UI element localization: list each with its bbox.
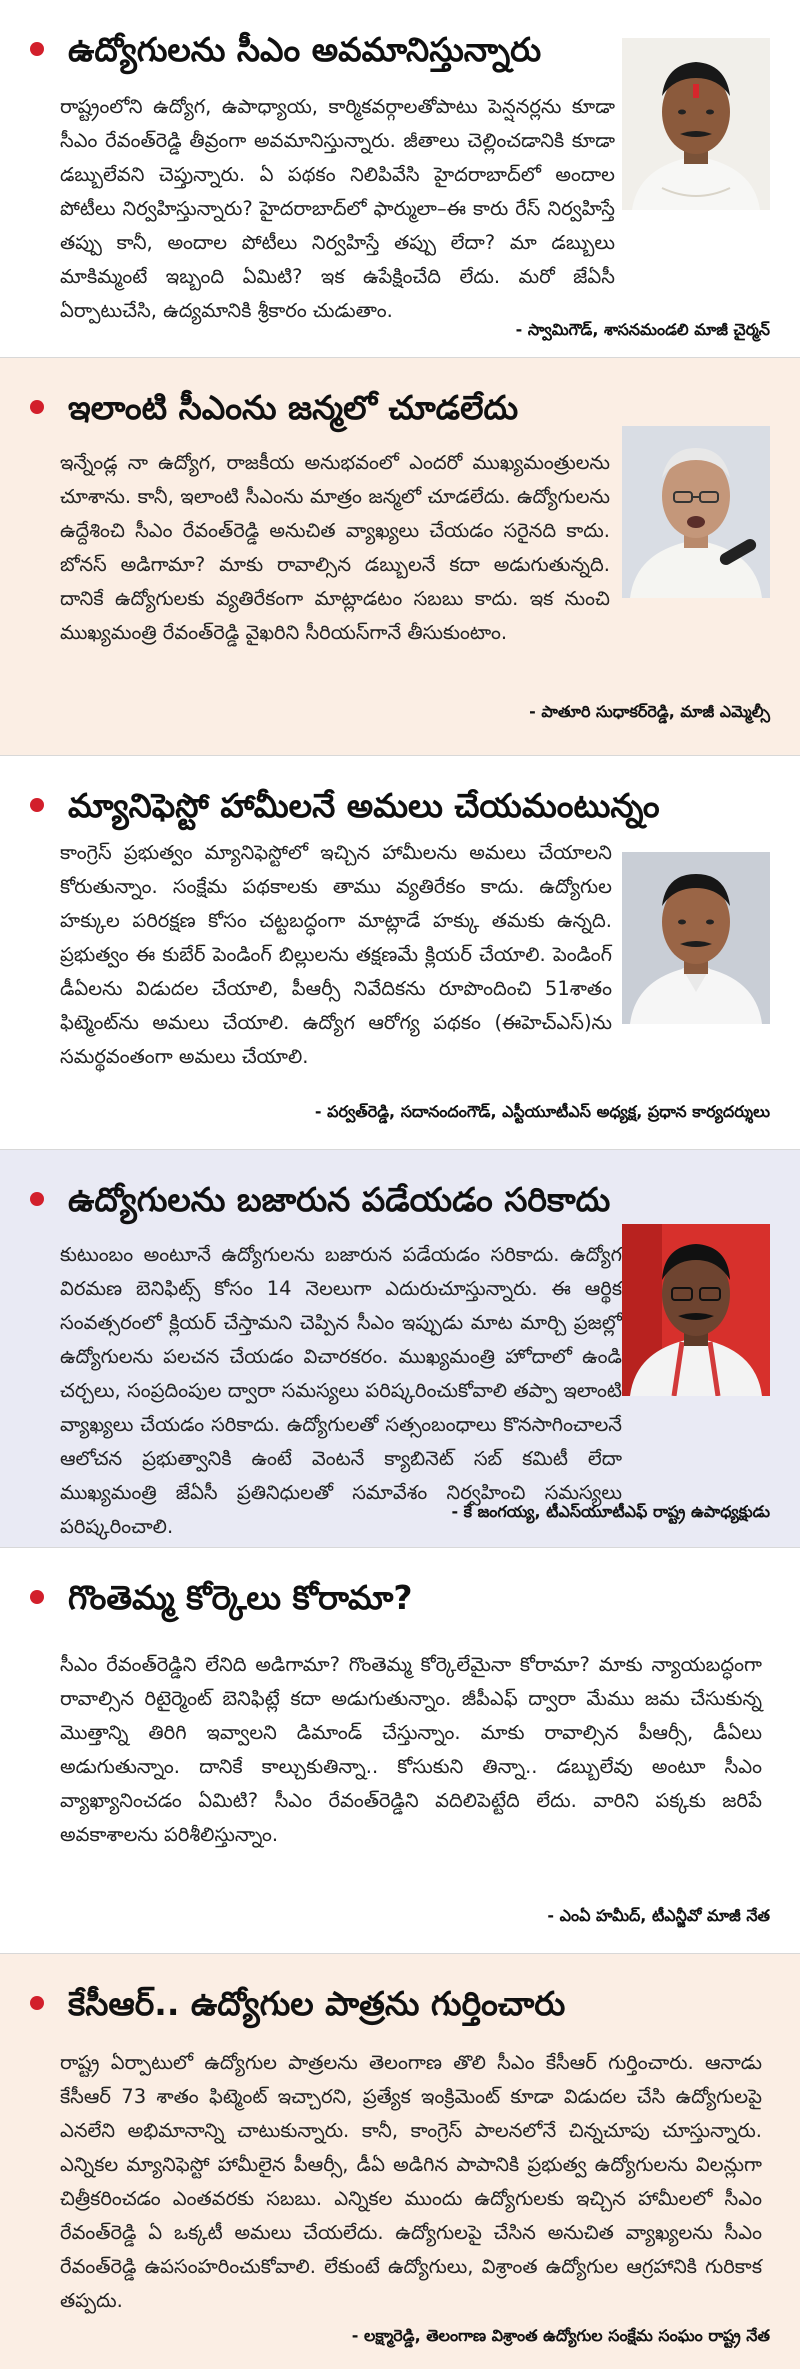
bullet-icon — [30, 1590, 44, 1604]
bullet-icon — [30, 1192, 44, 1206]
article-section-2 — [0, 358, 800, 756]
bullet-icon — [30, 798, 44, 812]
section-title: ఉద్యోగులను సీఎం అవమానిస్తున్నారు — [68, 30, 542, 69]
article-section-5 — [0, 1548, 800, 1954]
section-signature: - పాతూరి సుధాకర్‌రెడ్డి, మాజీ ఎమ్మెల్సీ — [529, 702, 770, 721]
article-section-3 — [0, 756, 800, 1150]
section-heading — [30, 786, 660, 826]
bullet-icon — [30, 400, 44, 414]
person-photo — [622, 852, 770, 1024]
person-photo — [622, 1224, 770, 1396]
section-title: కేసీఆర్.. ఉద్యోగుల పాత్రను గుర్తించారు — [68, 1984, 566, 2023]
section-body: కాంగ్రెస్ ప్రభుత్వం మ్యానిఫెస్టోలో ఇచ్చిన హామీలను అమలు చేయాలని కోరుతున్నాం. సంక్షేమ పథకాలకు తాము వ్యతిరేకం కాదు. ఉద్యోగుల హక్కుల పరిరక్షణ కోసం చట్టబద్ధంగా మాట్లాడే హక్కు తమకు ఉన్నది. ప్రభుత్వం ఈ కుబేర్ పెండింగ్ బిల్లులను తక్షణమే క్లియర్ చేయాలి. పెండింగ్ డీఏలను విడుదల చేయాలి, పీఆర్సీ నివేదికను రూపొందించి 51శాతం ఫిట్మెంట్‌ను అమలు చేయాలి. ఉద్యోగ ఆరోగ్య పథకం (ఈహెచ్‌ఎస్)ను సమర్థవంతంగా అమలు చేయాలి. — [60, 841, 612, 1068]
section-body: రాష్ట్ర ఏర్పాటులో ఉద్యోగుల పాత్రలను తెలంగాణ తొలి సీఎం కేసీఆర్ గుర్తించారు. ఆనాడు కేసీఆర్ 73 శాతం ఫిట్మెంట్ ఇచ్చారని, ప్రత్యేక ఇంక్రిమెంట్ కూడా విడుదల చేసి ఉద్యోగులపై ఎనలేని అభిమానాన్ని చాటుకున్నారు. కానీ, కాంగ్రెస్ పాలనలోనే చిన్నచూపు చూస్తున్నారు. ఎన్నికల మ్యానిఫెస్టో హామీలైన పీఆర్సీ, డీఏ అడిగిన పాపానికి ప్రభుత్వ ఉద్యోగులను విలన్లుగా చిత్రీకరించడం ఎంతవరకు సబబు. ఎన్నికల ముందు ఉద్యోగులకు ఇచ్చిన హామీలలో సీఎం రేవంత్‌రెడ్డి ఏ ఒక్కటీ అమలు చేయలేదు. ఉద్యోగులపై చేసిన అనుచిత వ్యాఖ్యలను సీఎం రేవంత్‌రెడ్డి ఉపసంహరించుకోవాలి. లేకుంటే ఉద్యోగులు, విశ్రాంత ఉద్యోగుల ఆగ్రహానికి గురికాక తప్పదు. — [60, 2051, 762, 2312]
section-body: సీఎం రేవంత్‌రెడ్డిని లేనిది అడిగామా? గొంతెమ్మ కోర్కెలేమైనా కోరామా? మాకు న్యాయబద్ధంగా రావాల్సిన రిటైర్మెంట్ బెనిఫిట్లే కదా అడుగుతున్నాం. జీపీఎఫ్ ద్వారా మేము జమ చేసుకున్న మొత్తాన్ని తిరిగి ఇవ్వాలని డిమాండ్ చేస్తున్నాం. మాకు రావాల్సిన పీఆర్సీ, డీఏలు అడుగుతున్నాం. దానికే కాల్చుకుతిన్నా.. కోసుకుని తిన్నా.. డబ్బులేవు అంటూ సీఎం వ్యాఖ్యానించడం ఏమిటి? సీఎం రేవంత్‌రెడ్డిని వదిలిపెట్టేది లేదు. వారిని పక్కకు జరిపే అవకాశాలను పరిశీలిస్తున్నాం. — [60, 1653, 762, 1846]
section-signature: - పర్వత్‌రెడ్డి, సదానందంగౌడ్, ఎస్టీయూటీఎస్ అధ్యక్ష, ప్రధాన కార్యదర్శులు — [314, 1102, 770, 1121]
section-title: ఇలాంటి సీఎంను జన్మలో చూడలేదు — [68, 388, 519, 427]
section-signature: - స్వామిగౌడ్, శాసనమండలి మాజీ చైర్మన్ — [515, 320, 770, 339]
article-section-1 — [0, 0, 800, 358]
article-section-6 — [0, 1954, 800, 2369]
person-photo — [622, 426, 770, 598]
section-heading — [30, 1578, 413, 1618]
section-signature: - ఎంఏ హమీద్, టీఎన్జీవో మాజీ నేత — [547, 1906, 770, 1925]
section-title: గొంతెమ్మ కోర్కెలు కోరామా? — [68, 1578, 413, 1617]
article-section-4 — [0, 1150, 800, 1548]
section-heading — [30, 388, 518, 428]
person-photo — [622, 38, 770, 210]
section-heading — [30, 30, 541, 70]
section-body: కుటుంబం అంటూనే ఉద్యోగులను బజారున పడేయడం సరికాదు. ఉద్యోగ విరమణ బెనిఫిట్స్ కోసం 14 నెలలుగా ఎదురుచూస్తున్నారు. ఈ ఆర్థిక సంవత్సరంలో క్లియర్ చేస్తామని చెప్పిన సీఎం ఇప్పుడు మాట మార్చి ప్రజల్లో ఉద్యోగులను పలచన చేయడం విచారకరం. ముఖ్యమంత్రి హోదాలో ఉండి చర్చలు, సంప్రదింపుల ద్వారా సమస్యలు పరిష్కరించుకోవాలి తప్పా ఇలాంటి వ్యాఖ్యలు చేయడం సరికాదు. ఉద్యోగులతో సత్సంబంధాలు కొనసాగించాలనే ఆలోచన ప్రభుత్వానికి ఉంటే వెంటనే క్యాబినెట్ సబ్ కమిటీ లేదా ముఖ్యమంత్రి జేఏసీ ప్రతినిధులతో సమావేశం నిర్వహించి సమస్యలు పరిష్కరించాలి. — [60, 1243, 622, 1538]
bullet-icon — [30, 42, 44, 56]
section-heading — [30, 1180, 610, 1220]
section-title: మ్యానిఫెస్టో హామీలనే అమలు చేయమంటున్నం — [68, 786, 660, 825]
section-signature: - లక్ష్మారెడ్డి, తెలంగాణ విశ్రాంత ఉద్యోగుల సంక్షేమ సంఘం రాష్ట్ర నేత — [351, 2326, 770, 2345]
section-body: రాష్ట్రంలోని ఉద్యోగ, ఉపాధ్యాయ, కార్మికవర్గాలతోపాటు పెన్షనర్లను కూడా సీఎం రేవంత్‌రెడ్డి తీవ్రంగా అవమానిస్తున్నారు. జీతాలు చెల్లించడానికి కూడా డబ్బులేవని చెప్తున్నారు. ఏ పథకం నిలిపివేసి హైదరాబాద్‌లో అందాల పోటీలు నిర్వహిస్తున్నారు? హైదరాబాద్‌లో ఫార్ములా–ఈ కారు రేస్ నిర్వహిస్తే తప్పు కానీ, అందాల పోటీలు నిర్వహిస్తే తప్పు లేదా? మా డబ్బులు మాకిమ్మంటే ఇబ్బంది ఏమిటి? ఇక ఉపేక్షించేది లేదు. మరో జేఏసీ ఏర్పాటుచేసి, ఉద్యమానికి శ్రీకారం చుడుతాం. — [60, 95, 615, 322]
section-body: ఇన్నేండ్ల నా ఉద్యోగ, రాజకీయ అనుభవంలో ఎందరో ముఖ్యమంత్రులను చూశాను. కానీ, ఇలాంటి సీఎంను మాత్రం జన్మలో చూడలేదు. ఉద్యోగులను ఉద్దేశించి సీఎం రేవంత్‌రెడ్డి అనుచిత వ్యాఖ్యలు చేయడం సరైనది కాదు. బోనస్ అడిగామా? మాకు రావాల్సిన డబ్బులనే కదా అడుగుతున్నది. దానికే ఉద్యోగులకు వ్యతిరేకంగా మాట్లాడటం సబబు కాదు. ఇక నుంచి ముఖ్యమంత్రి రేవంత్‌రెడ్డి వైఖరిని సీరియస్‌గానే తీసుకుంటాం. — [60, 451, 610, 644]
bullet-icon — [30, 1996, 44, 2010]
section-title: ఉద్యోగులను బజారున పడేయడం సరికాదు — [68, 1180, 611, 1219]
section-signature: - కే జంగయ్య, టీఎస్‌యూటీఎఫ్ రాష్ట్ర ఉపాధ్యక్షుడు — [451, 1502, 770, 1521]
section-heading — [30, 1984, 565, 2024]
